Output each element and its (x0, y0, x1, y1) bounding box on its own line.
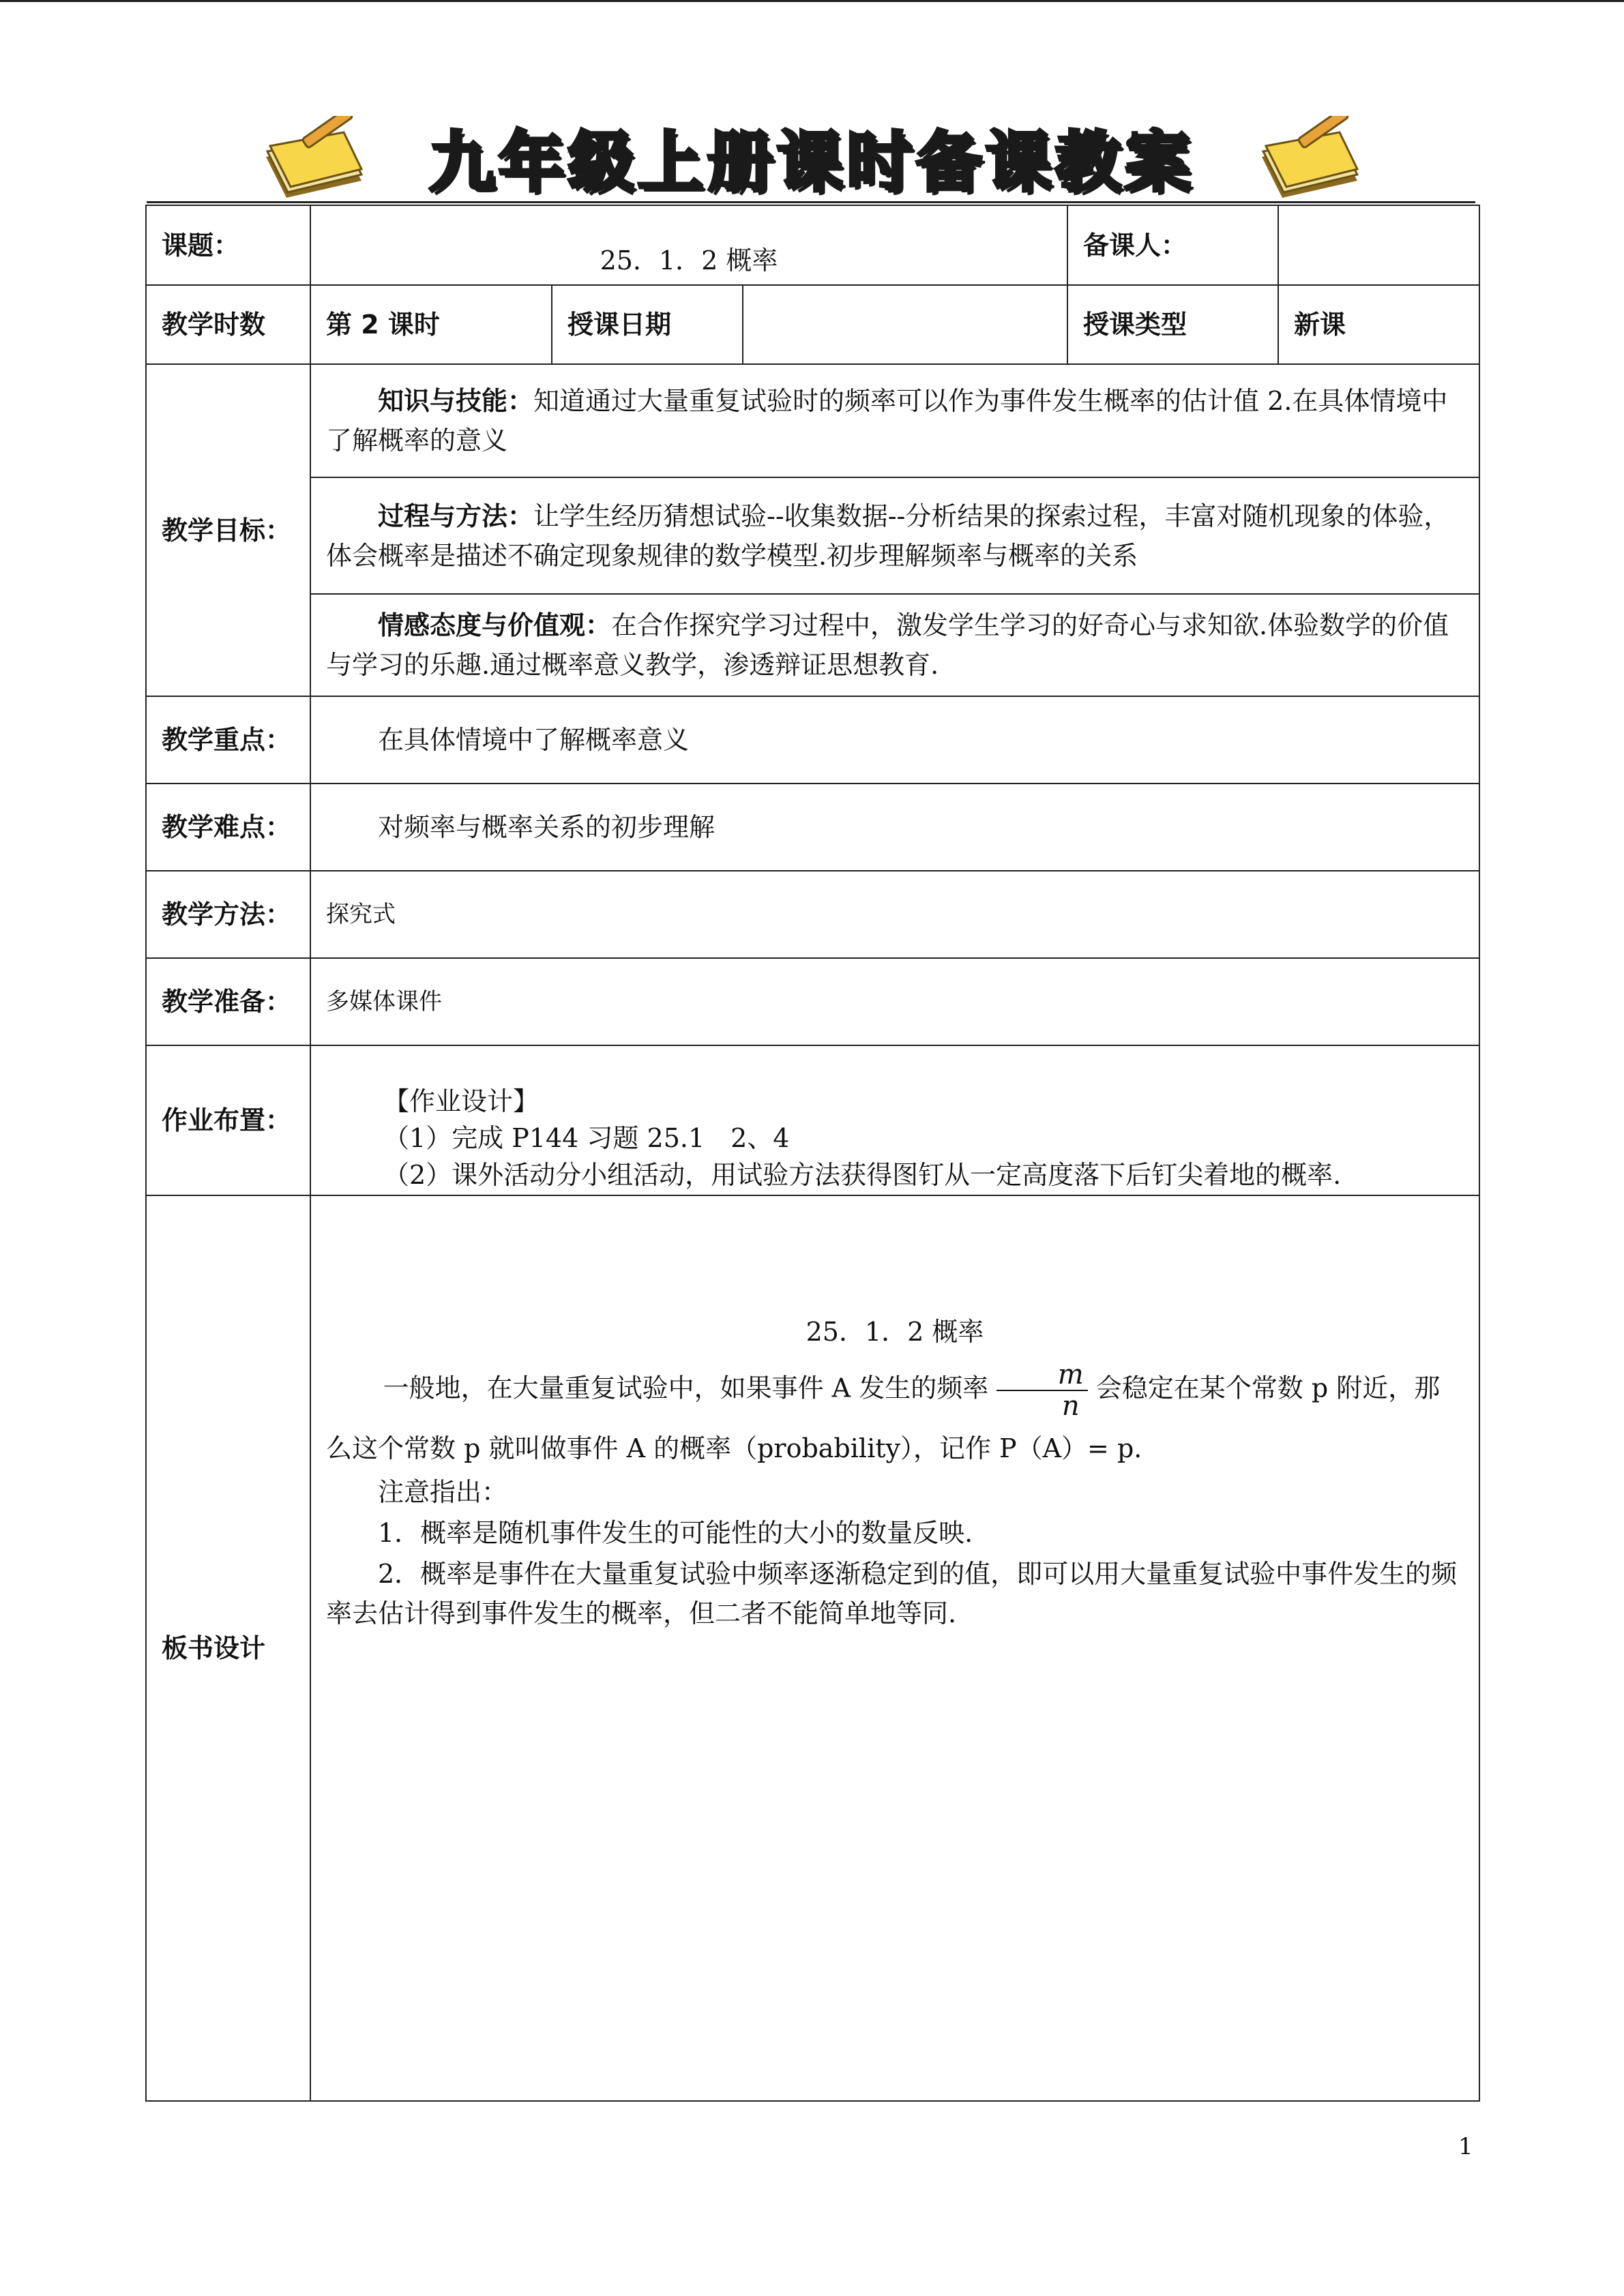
difficulty-value: 对频率与概率关系的初步理解 (310, 784, 1479, 871)
top-border-line (0, 0, 1624, 2)
difficulty-label: 教学难点： (146, 784, 310, 871)
type-value: 新课 (1278, 285, 1479, 364)
key-point-label: 教学重点： (146, 696, 310, 784)
homework-line: （2）课外活动分小组活动，用试验方法获得图钉从一定高度落下后钉尖着地的概率. (383, 1160, 1342, 1190)
objective-heading: 情感态度与价值观： (378, 610, 612, 640)
notepad-pencil-icon (259, 116, 368, 211)
objective-knowledge (310, 364, 1479, 477)
key-point-row (146, 696, 1479, 784)
objective-emotion (310, 594, 1479, 696)
preparer-value (1278, 205, 1479, 285)
fraction-denominator: n (1061, 1390, 1080, 1422)
objective-text: 知道通过大量重复试验时的频率可以作为事件发生概率的估计值 2.在具体情境中了解概率的意义 (326, 386, 1448, 456)
topic-value: 25．1．2 概率 (310, 205, 1067, 285)
objectives-label: 教学目标： (146, 364, 310, 696)
objective-row-1 (146, 364, 1479, 477)
board-point-1: 1．概率是随机事件发生的可能性的大小的数量反映. (378, 1518, 973, 1548)
method-row (146, 871, 1479, 958)
method-value: 探究式 (310, 871, 1479, 958)
fraction-m-over-n (996, 1360, 1088, 1421)
objective-heading: 知识与技能： (378, 386, 534, 416)
objective-text: 让学生经历猜想试验--收集数据--分析结果的探索过程，丰富对随机现象的体验，体会概率是描述不确定现象规律的数学模型.初步理解频率与概率的关系 (326, 501, 1450, 571)
board-definition (326, 1360, 1464, 1476)
lesson-plan-table (145, 205, 1480, 2102)
homework-line: 【作业设计】 (383, 1086, 540, 1116)
homework-line: （1）完成 P144 习题 25.1 2、4 (383, 1123, 790, 1153)
date-value (743, 285, 1067, 364)
notepad-pencil-icon (1255, 116, 1364, 211)
board-note-heading: 注意指出： (378, 1477, 508, 1507)
board-design-content (310, 1195, 1479, 2101)
date-label: 授课日期 (552, 285, 743, 364)
header-banner (259, 109, 1364, 211)
type-label: 授课类型 (1067, 285, 1278, 364)
fraction-numerator: m (996, 1360, 1088, 1391)
difficulty-row (146, 784, 1479, 871)
prep-value: 多媒体课件 (310, 958, 1479, 1045)
definition-text: 会稳定在某个常数 p 附近，那么这个常数 p 就叫做事件 A 的概率（probability），记作 P（A）= p. (326, 1373, 1441, 1463)
homework-label: 作业布置： (146, 1045, 310, 1195)
hours-row (146, 285, 1479, 364)
homework-row (146, 1045, 1479, 1195)
objective-heading: 过程与方法： (378, 501, 534, 531)
hours-value: 第 2 课时 (310, 285, 552, 364)
topic-row (146, 205, 1479, 285)
objective-text: 在合作探究学习过程中，激发学生学习的好奇心与求知欲.体验数学的价值与学习的乐趣.通过概率意义教学，渗透辩证思想教育. (326, 610, 1449, 680)
prep-label: 教学准备： (146, 958, 310, 1045)
key-point-value: 在具体情境中了解概率意义 (310, 696, 1479, 784)
homework-content (310, 1045, 1479, 1195)
banner-rule (147, 201, 1475, 203)
board-notes (326, 1472, 1464, 1635)
method-label: 教学方法： (146, 871, 310, 958)
board-point-2: 2．概率是事件在大量重复试验中频率逐渐稳定到的值，即可以用大量重复试验中事件发生的频率去估计得到事件发生的概率，但二者不能简单地等同. (326, 1559, 1458, 1628)
banner-title: 九年级上册课时备课教案 (429, 124, 1194, 200)
page-number: 1 (1458, 2133, 1473, 2160)
definition-text: 一般地，在大量重复试验中，如果事件 A 发生的频率 (383, 1373, 989, 1403)
prep-row (146, 958, 1479, 1045)
topic-label: 课题： (146, 205, 310, 285)
board-title: 25．1．2 概率 (806, 1317, 984, 1347)
board-design-row (146, 1195, 1479, 2101)
objective-process (310, 477, 1479, 594)
objective-row-3 (146, 594, 1479, 696)
hours-label: 教学时数 (146, 285, 310, 364)
board-design-label: 板书设计 (146, 1195, 310, 2101)
objective-row-2 (146, 477, 1479, 594)
preparer-label: 备课人： (1067, 205, 1278, 285)
